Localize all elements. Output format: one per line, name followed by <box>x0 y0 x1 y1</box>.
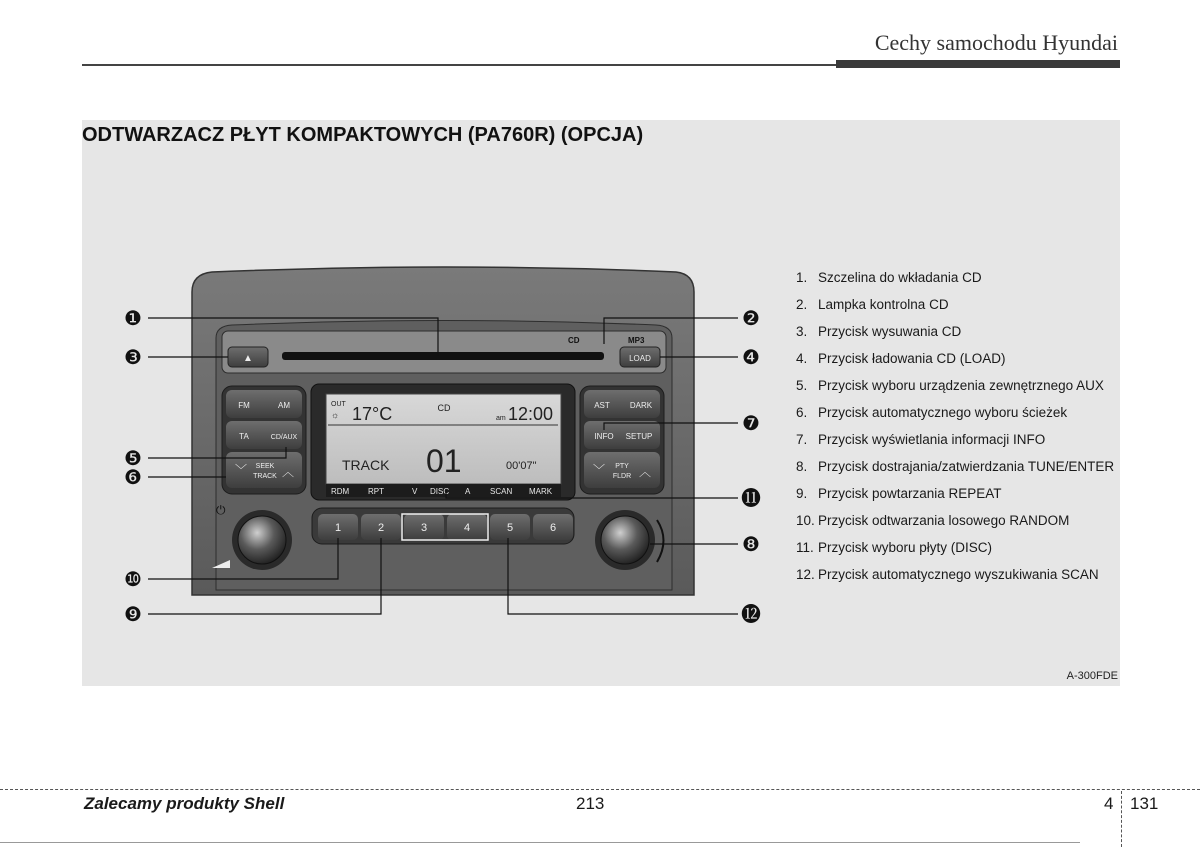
lcd-out: OUT <box>331 401 346 408</box>
callout-6: ❻ <box>124 467 142 489</box>
legend-item: 8. Przycisk dostrajania/zatwierdzania TUNE/ENTER <box>796 459 1115 474</box>
callout-9: ❾ <box>124 604 142 626</box>
callout-10: ❿ <box>124 569 142 591</box>
preset-label-2: 2 <box>377 522 385 534</box>
preset-label-1: 1 <box>334 522 342 534</box>
softkey-rdm: RDM <box>331 487 350 496</box>
callout-1: ❶ <box>124 308 142 330</box>
load-label: LOAD <box>629 354 651 363</box>
dark-label: DARK <box>629 401 653 410</box>
pty-up-icon: ︿ <box>638 465 652 479</box>
ta-label: TA <box>239 432 249 441</box>
lcd-sun-icon: ☼ <box>331 410 340 420</box>
softkey-a: A <box>465 487 471 496</box>
pty-down-icon: ﹀ <box>592 463 606 477</box>
legend-item: 10. Przycisk odtwarzania losowego RANDOM <box>796 513 1070 528</box>
cd-aux-label: CD/AUX <box>270 434 298 441</box>
seek-up-icon: ︿ <box>281 465 295 479</box>
softkey-v: V <box>412 487 418 496</box>
legend-item: 3. Przycisk wysuwania CD <box>796 324 962 339</box>
softkey-rpt: RPT <box>368 487 384 496</box>
pty-label: PTY <box>615 463 629 470</box>
figure-code: A-300FDE <box>1066 670 1118 682</box>
softkey-mark: MARK <box>529 487 553 496</box>
setup-label: SETUP <box>625 432 653 441</box>
legend-item: 2. Lampka kontrolna CD <box>796 297 949 312</box>
mp3-logo: MP3 <box>628 336 645 345</box>
legend-item: 7. Przycisk wyświetlania informacji INFO <box>796 432 1046 447</box>
fldr-label: FLDR <box>612 473 632 480</box>
preset-label-4: 4 <box>463 522 471 534</box>
callout-4: ❹ <box>742 347 760 369</box>
seek-down-icon: ﹀ <box>234 463 248 477</box>
am-label: AM <box>278 401 290 410</box>
legend-item: 1. Szczelina do wkładania CD <box>796 270 982 285</box>
legend-item: 6. Przycisk automatycznego wyboru ścieżek <box>796 405 1068 420</box>
lcd-source: CD <box>437 403 451 413</box>
tune-knob[interactable] <box>601 516 649 564</box>
lcd-track-number: 01 <box>426 443 462 479</box>
preset-label-3: 3 <box>420 522 428 534</box>
preset-label-6: 6 <box>549 522 557 534</box>
legend-item: 12. Przycisk automatycznego wyszukiwania SCAN <box>796 567 1099 582</box>
cd-logo: CD <box>568 336 580 345</box>
softkey-disc: DISC <box>430 487 450 496</box>
callout-5: ❺ <box>124 448 142 470</box>
footer-vertical-divider <box>1121 791 1122 847</box>
legend-item: 9. Przycisk powtarzania REPEAT <box>796 486 1002 501</box>
header-title: Cechy samochodu Hyundai <box>874 30 1118 55</box>
callout-11: ⓫ <box>741 488 761 510</box>
section-title: ODTWARZACZ PŁYT KOMPAKTOWYCH (PA760R) (OPCJA) <box>82 124 644 146</box>
footer-brand: Zalecamy produkty Shell <box>84 794 285 813</box>
seek-label: SEEK <box>255 463 275 470</box>
fm-label: FM <box>238 401 250 410</box>
footer-subpage-number: 131 <box>1130 794 1159 813</box>
track-label: TRACK <box>253 473 277 480</box>
legend-list <box>796 270 1114 594</box>
callout-7: ❼ <box>742 413 760 435</box>
eject-icon: ▲ <box>243 353 253 364</box>
footer-section-number: 4 <box>1104 794 1114 813</box>
lcd-elapsed: 00'07" <box>506 460 537 472</box>
footer-divider <box>0 789 1200 790</box>
footer-page-number: 213 <box>576 794 605 813</box>
lcd-time: 12:00 <box>508 404 554 424</box>
legend-item: 4. Przycisk ładowania CD (LOAD) <box>796 351 1006 366</box>
callout-8: ❽ <box>742 534 760 556</box>
callout-3: ❸ <box>124 347 142 369</box>
callout-12: ⓬ <box>741 604 761 626</box>
legend-item: 11. Przycisk wyboru płyty (DISC) <box>796 540 993 555</box>
lcd-temp: 17°C <box>352 404 393 424</box>
lcd-am-pm: am <box>496 415 506 422</box>
volume-knob[interactable] <box>238 516 286 564</box>
legend-item: 5. Przycisk wyboru urządzenia zewnętrznego AUX <box>796 378 1104 393</box>
softkey-scan: SCAN <box>490 487 513 496</box>
ast-label: AST <box>594 401 610 410</box>
info-label: INFO <box>594 432 614 441</box>
cd-slot <box>282 352 604 360</box>
preset-label-5: 5 <box>506 522 514 534</box>
lcd-track-label: TRACK <box>342 457 390 473</box>
callout-2: ❷ <box>742 308 760 330</box>
power-icon: ⏻ <box>216 503 226 517</box>
footer-bottom-line <box>0 842 1080 843</box>
